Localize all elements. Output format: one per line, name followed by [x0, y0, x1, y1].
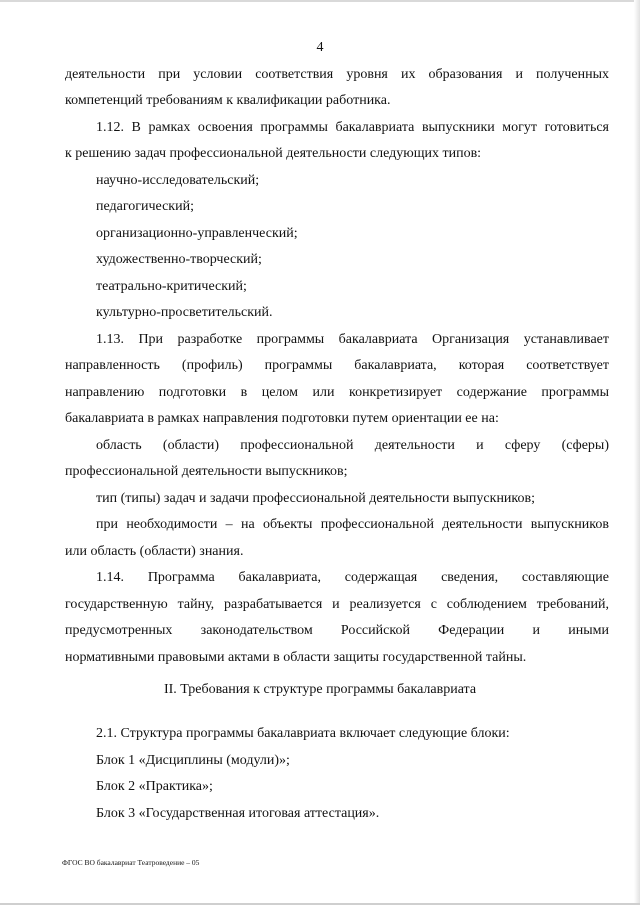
- text-line: 1.13. При разработке программы бакалавриата Организация устанавливает: [96, 332, 609, 347]
- page-number: 4: [316, 40, 324, 55]
- text-line: деятельности при условии соответствия уровня их образования и полученных: [65, 67, 609, 82]
- list-item: театрально-критический;: [96, 279, 247, 294]
- text-line: предусмотренных законодательством Российской Федерации и иными: [65, 623, 609, 638]
- text-line: при необходимости – на объекты профессиональной деятельности выпускников: [96, 517, 609, 532]
- section-heading: II. Требования к структуре программы бакалавриата: [163, 682, 477, 697]
- text-line: профессиональной деятельности выпускников;: [65, 464, 348, 479]
- list-item: научно-исследовательский;: [96, 173, 260, 188]
- text-line: тип (типы) задач и задачи профессиональной деятельности выпускников;: [96, 491, 536, 506]
- list-item: педагогический;: [96, 199, 194, 214]
- footer-text: ФГОС ВО бакалавриат Театроведение – 05: [62, 858, 200, 867]
- text-line: к решению задач профессиональной деятельности следующих типов:: [65, 146, 482, 161]
- text-line: государственную тайну, разрабатывается и реализуется с соблюдением требований,: [65, 597, 609, 612]
- text-line: 1.12. В рамках освоения программы бакалавриата выпускники могут готовиться: [96, 120, 609, 135]
- list-item: культурно-просветительский.: [96, 305, 273, 320]
- document-body: [65, 0, 609, 905]
- list-item: Блок 3 «Государственная итоговая аттестация».: [96, 806, 380, 821]
- text-line: нормативными правовыми актами в области защиты государственной тайны.: [65, 650, 527, 665]
- list-item: художественно-творческий;: [96, 252, 262, 267]
- text-line: 1.14. Программа бакалавриата, содержащая сведения, составляющие: [96, 570, 609, 585]
- text-line: направлению подготовки в целом или конкретизирует содержание программы: [65, 385, 609, 400]
- text-line: 2.1. Структура программы бакалавриата включает следующие блоки:: [96, 726, 510, 741]
- text-line: компетенций требованиям к квалификации работника.: [65, 93, 391, 108]
- scan-edge-right: [634, 0, 640, 905]
- text-line: или область (области) знания.: [65, 544, 244, 559]
- list-item: организационно-управленческий;: [96, 226, 298, 241]
- text-line: направленность (профиль) программы бакалавриата, которая соответствует: [65, 358, 609, 373]
- list-item: Блок 1 «Дисциплины (модули)»;: [96, 753, 290, 768]
- text-line: область (области) профессиональной деятельности и сферу (сферы): [96, 438, 609, 453]
- list-item: Блок 2 «Практика»;: [96, 779, 213, 794]
- text-line: бакалавриата в рамках направления подготовки путем ориентации ее на:: [65, 411, 499, 426]
